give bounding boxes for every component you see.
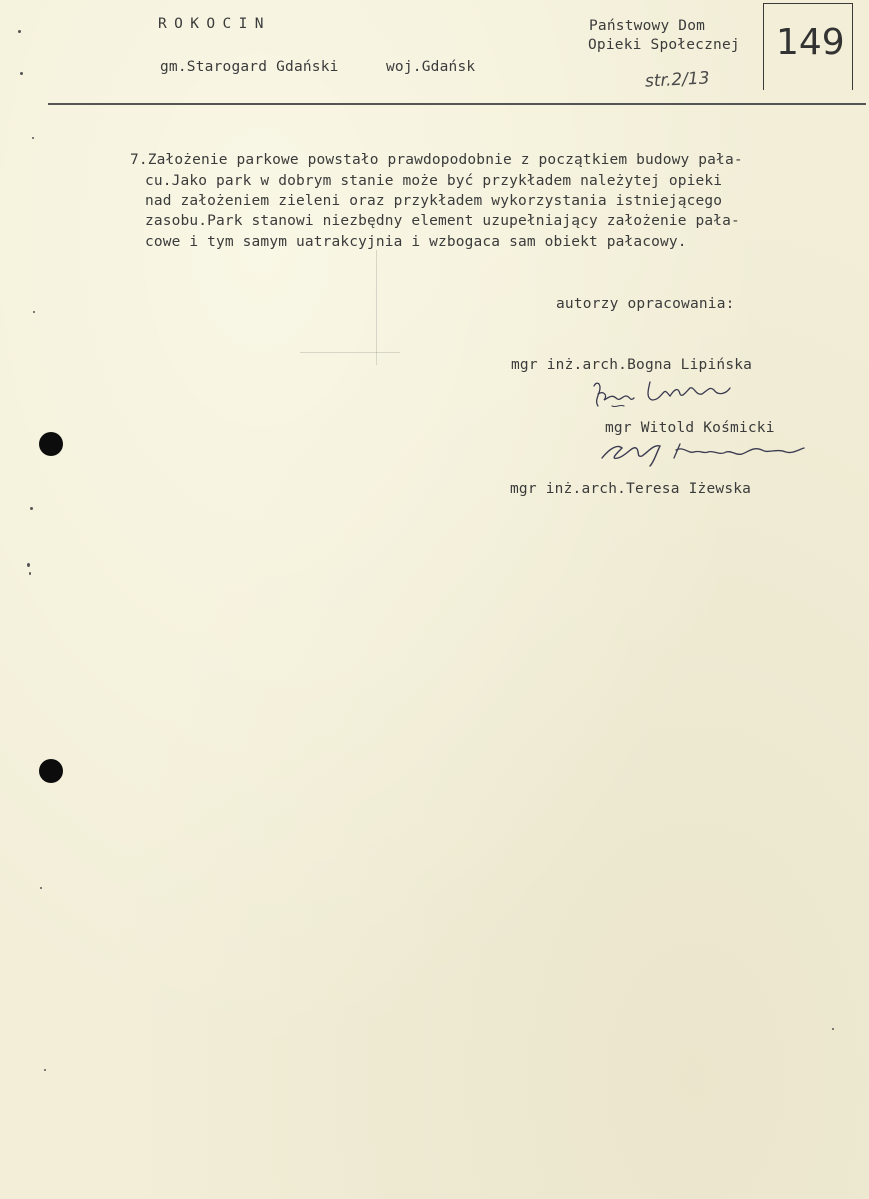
header-divider [48,103,866,105]
body-line: zasobu.Park stanowi niezbędny element uzupełniający założenie pała- [145,213,740,229]
handwritten-page-reference: str.2/13 [644,68,711,92]
gmina-label: gm.Starogard Gdański [160,59,339,75]
margin-speck [33,311,35,313]
page-number-stamp: 149 [776,22,845,63]
margin-speck [32,137,34,139]
wojewodztwo-label: woj.Gdańsk [386,59,476,75]
punch-hole [39,432,63,456]
signature-1 [590,376,740,416]
faint-crop-mark [300,352,400,353]
signature-2 [596,436,826,468]
punch-hole [39,759,63,783]
institution-line-2: Opieki Społecznej [588,37,740,53]
margin-speck [30,507,33,510]
margin-speck [832,1028,834,1030]
margin-speck [29,572,31,575]
margin-speck [18,30,21,33]
place-name: ROKOCIN [158,16,271,32]
margin-speck [20,72,23,75]
body-line: nad założeniem zieleni oraz przykładem wykorzystania istniejącego [145,193,723,209]
body-line: cu.Jako park w dobrym stanie może być przykładem należytej opieki [145,173,723,189]
author-name-1: mgr inż.arch.Bogna Lipińska [511,357,753,373]
margin-speck [40,887,42,889]
authors-label: autorzy opracowania: [556,296,735,312]
margin-speck [27,563,30,567]
faint-crop-mark [376,250,377,365]
body-line: cowe i tym samym uatrakcyjnia i wzbogaca sam obiekt pałacowy. [145,234,687,250]
author-name-3: mgr inż.arch.Teresa Iżewska [510,481,752,497]
institution-line-1: Państwowy Dom [589,18,706,34]
author-name-2: mgr Witold Kośmicki [605,420,775,436]
margin-speck [44,1069,46,1071]
body-line: 7.Założenie parkowe powstało prawdopodobnie z początkiem budowy pała- [130,152,743,168]
